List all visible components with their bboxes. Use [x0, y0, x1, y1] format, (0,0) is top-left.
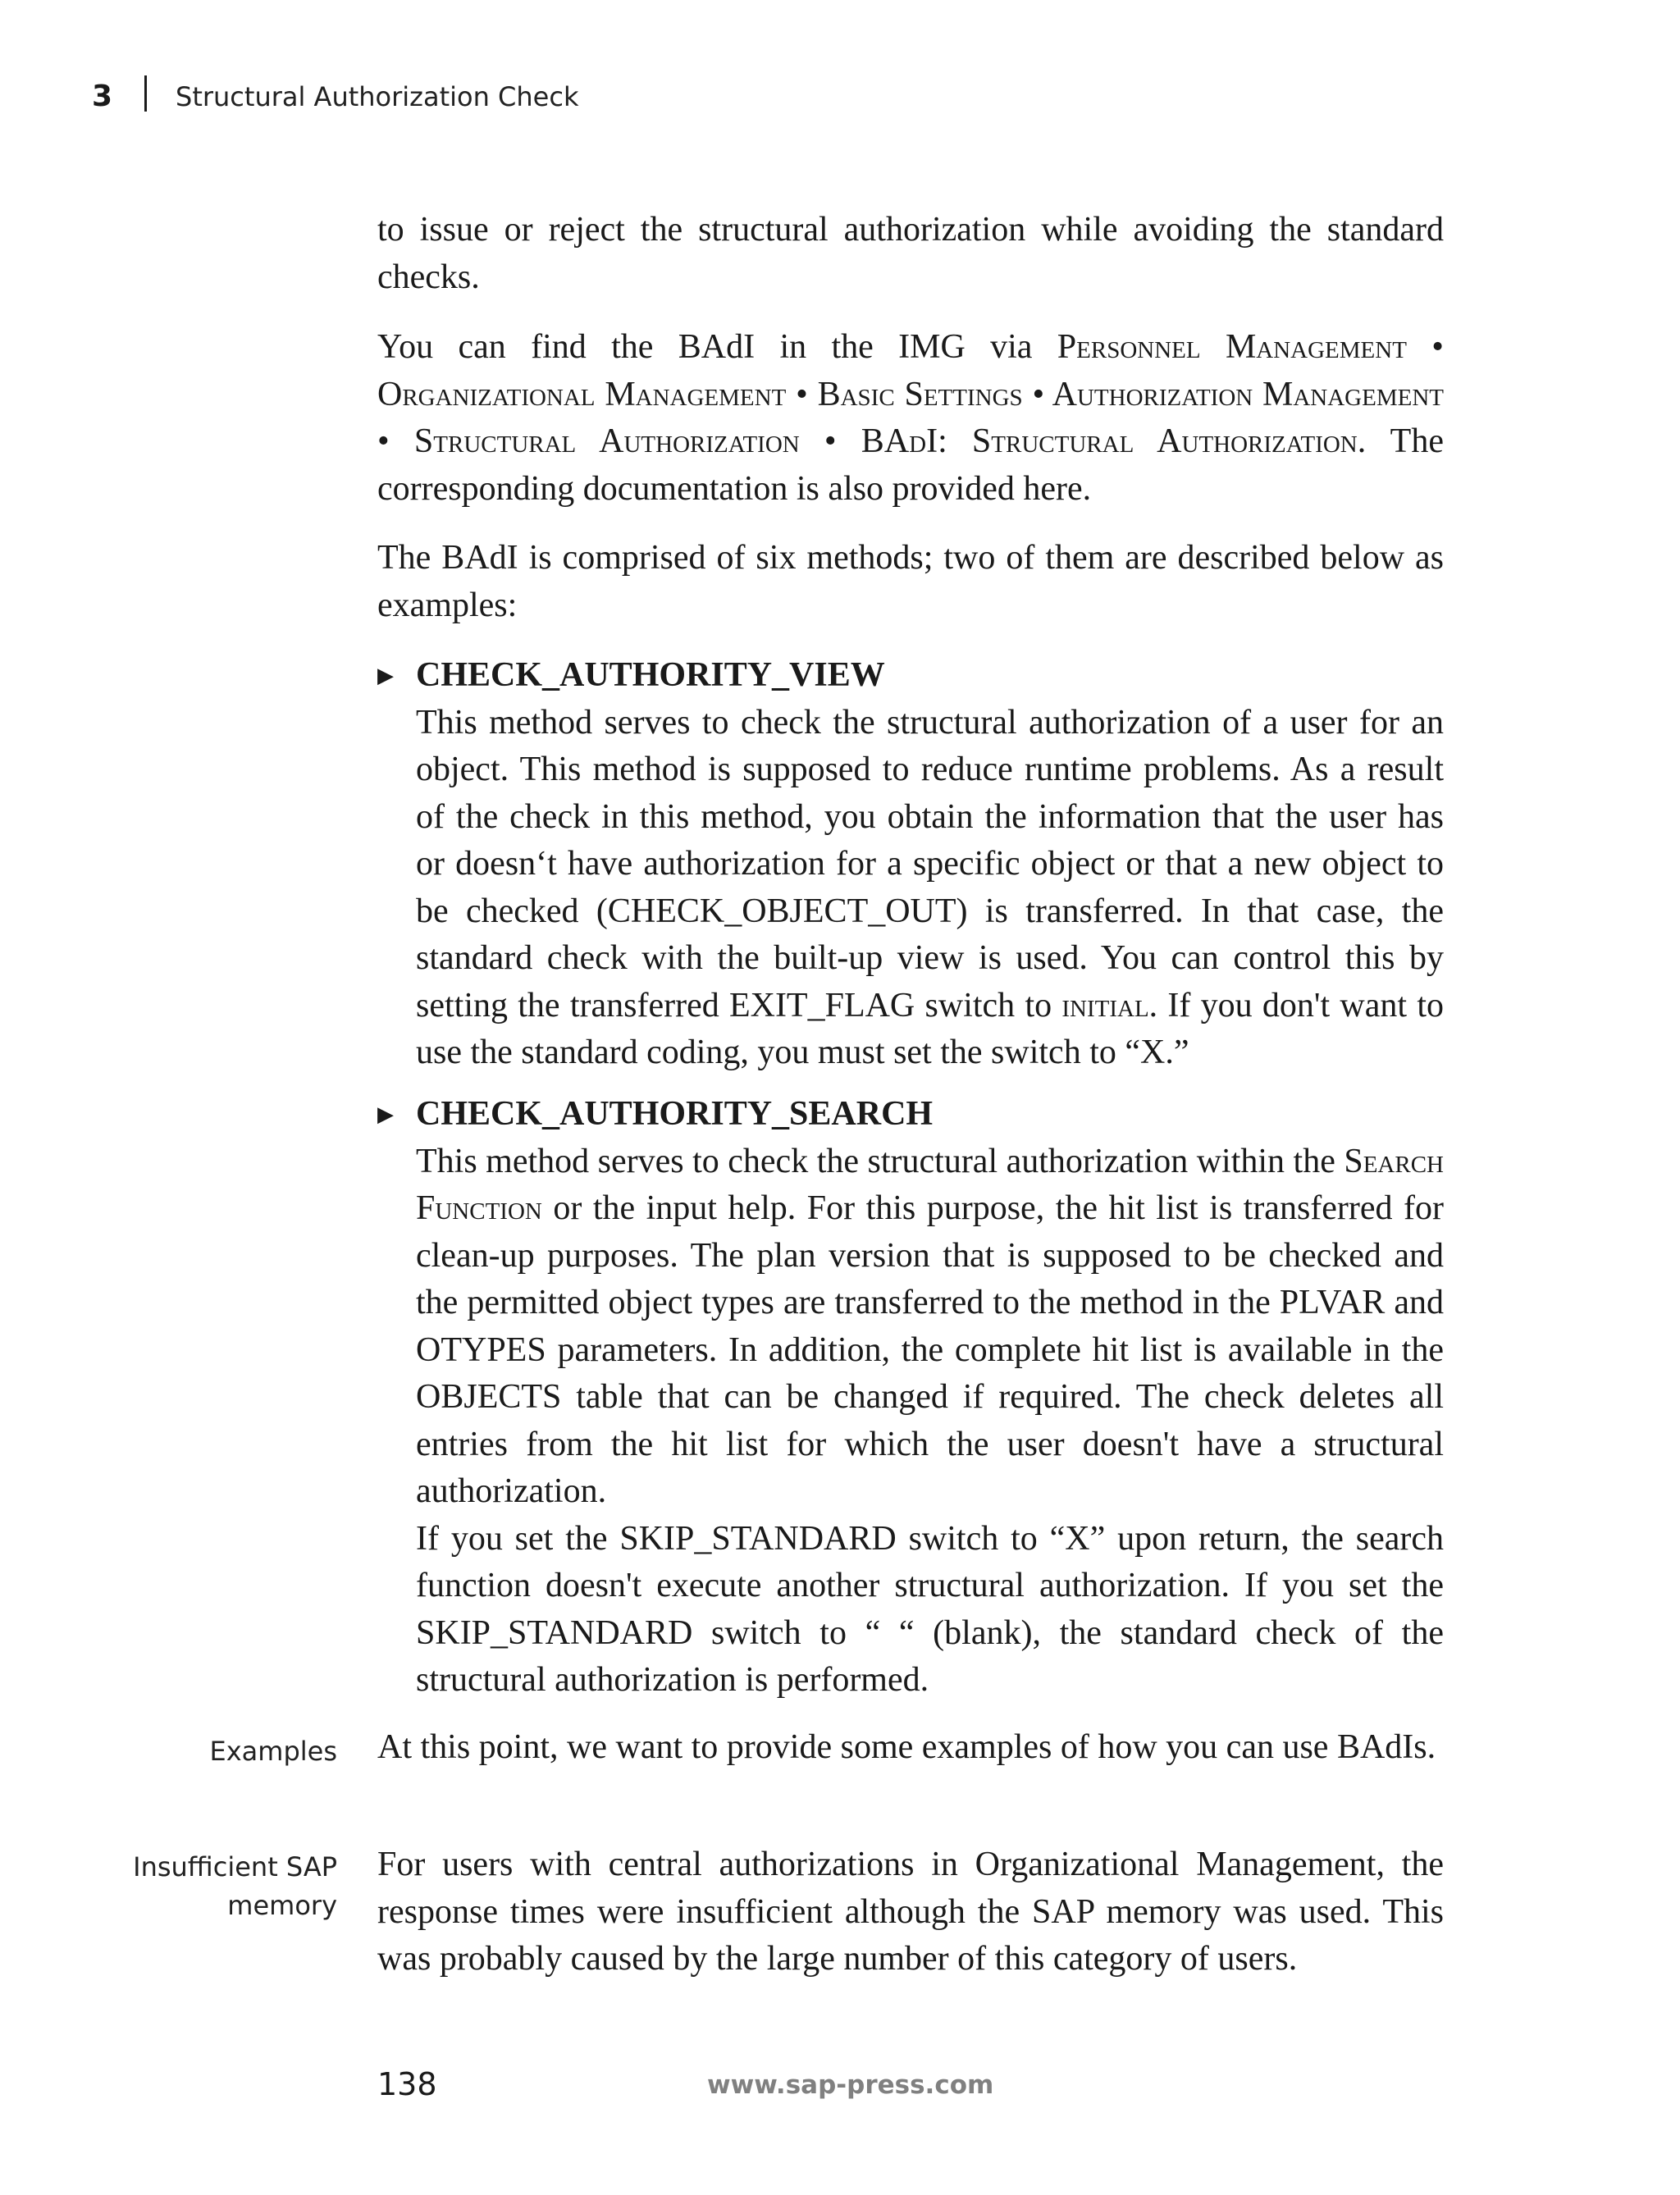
- page-number: 138: [377, 2066, 437, 2102]
- running-title: Structural Authorization Check: [176, 81, 579, 112]
- method-description: This method serves to check the structural authorization within the: [416, 1142, 1344, 1180]
- bullet-arrow-icon: ▶: [377, 1102, 394, 1126]
- img-path-intro: You can find the BAdI in the IMG via: [377, 328, 1057, 366]
- method-description-end: . If you don't want to use the standard coding, you must set the switch to “X.”: [416, 986, 1444, 1071]
- method-name: CHECK_AUTHORITY_SEARCH: [416, 1095, 934, 1133]
- img-path-outro: . The corresponding documentation is also provided here.: [377, 422, 1444, 508]
- list-item: [416, 1091, 1444, 1704]
- header-divider: [144, 75, 147, 112]
- chapter-number: 3: [92, 80, 113, 113]
- paragraph-methods-intro: The BAdI is comprised of six methods; two of them are described below as examples:: [377, 539, 1444, 624]
- method-name: CHECK_AUTHORITY_VIEW: [416, 656, 885, 694]
- method-keyword: initial: [1061, 986, 1149, 1024]
- paragraph-insufficient-memory: For users with central authorizations in Organizational Management, the response times were insufficient although the SAP memory was used. This was probably caused by the large number of this category of users.: [377, 1846, 1444, 1978]
- footer-url: www.sap-press.com: [707, 2070, 994, 2100]
- paragraph-continuation: to issue or reject the structural authorization while avoiding the standard checks.: [377, 211, 1444, 296]
- paragraph-img-path: [377, 324, 1444, 513]
- bullet-arrow-icon: ▶: [377, 664, 394, 687]
- margin-note-insufficient-memory: Insufficient SAP memory: [133, 1851, 337, 1921]
- method-keyword: Search Function: [416, 1142, 1445, 1227]
- method-description-end: or the input help. For this purpose, the hit list is transferred for clean-up purposes. The plan version that is supposed to be checked and the permitted object types are transferred to the method in the PLVAR and OTYPES parameters. In addition, the complete hit list is available in the OBJECTS table that can be changed if required. The check deletes all entries from the hit list for which the user doesn't have a structural authorization.: [416, 1189, 1444, 1510]
- img-menu-path: Personnel Management • Organizational Management • Basic Settings • Authorization Management • Structural Authorization • BAdI: Structural Authorization: [377, 328, 1444, 460]
- list-item: [416, 652, 1444, 1077]
- margin-note-examples: Examples: [209, 1736, 337, 1767]
- method-description: This method serves to check the structural authorization of a user for an object. This method is supposed to reduce runtime problems. As a result of the check in this method, you obtain the information that the user has or doesn‘t have authorization for a specific object or that a new object to be checked (CHECK_OBJECT_OUT) is transferred. In that case, the standard check with the built-up view is used. You can control this by setting the transferred EXIT_FLAG switch to: [416, 703, 1444, 1024]
- method-description-note: If you set the SKIP_STANDARD switch to “X” upon return, the search function doesn't execute another structural authorization. If you set the SKIP_STANDARD switch to “ “ (blank), the standard check of the structural authorization is performed.: [416, 1519, 1444, 1699]
- paragraph-examples: At this point, we want to provide some examples of how you can use BAdIs.: [377, 1728, 1436, 1766]
